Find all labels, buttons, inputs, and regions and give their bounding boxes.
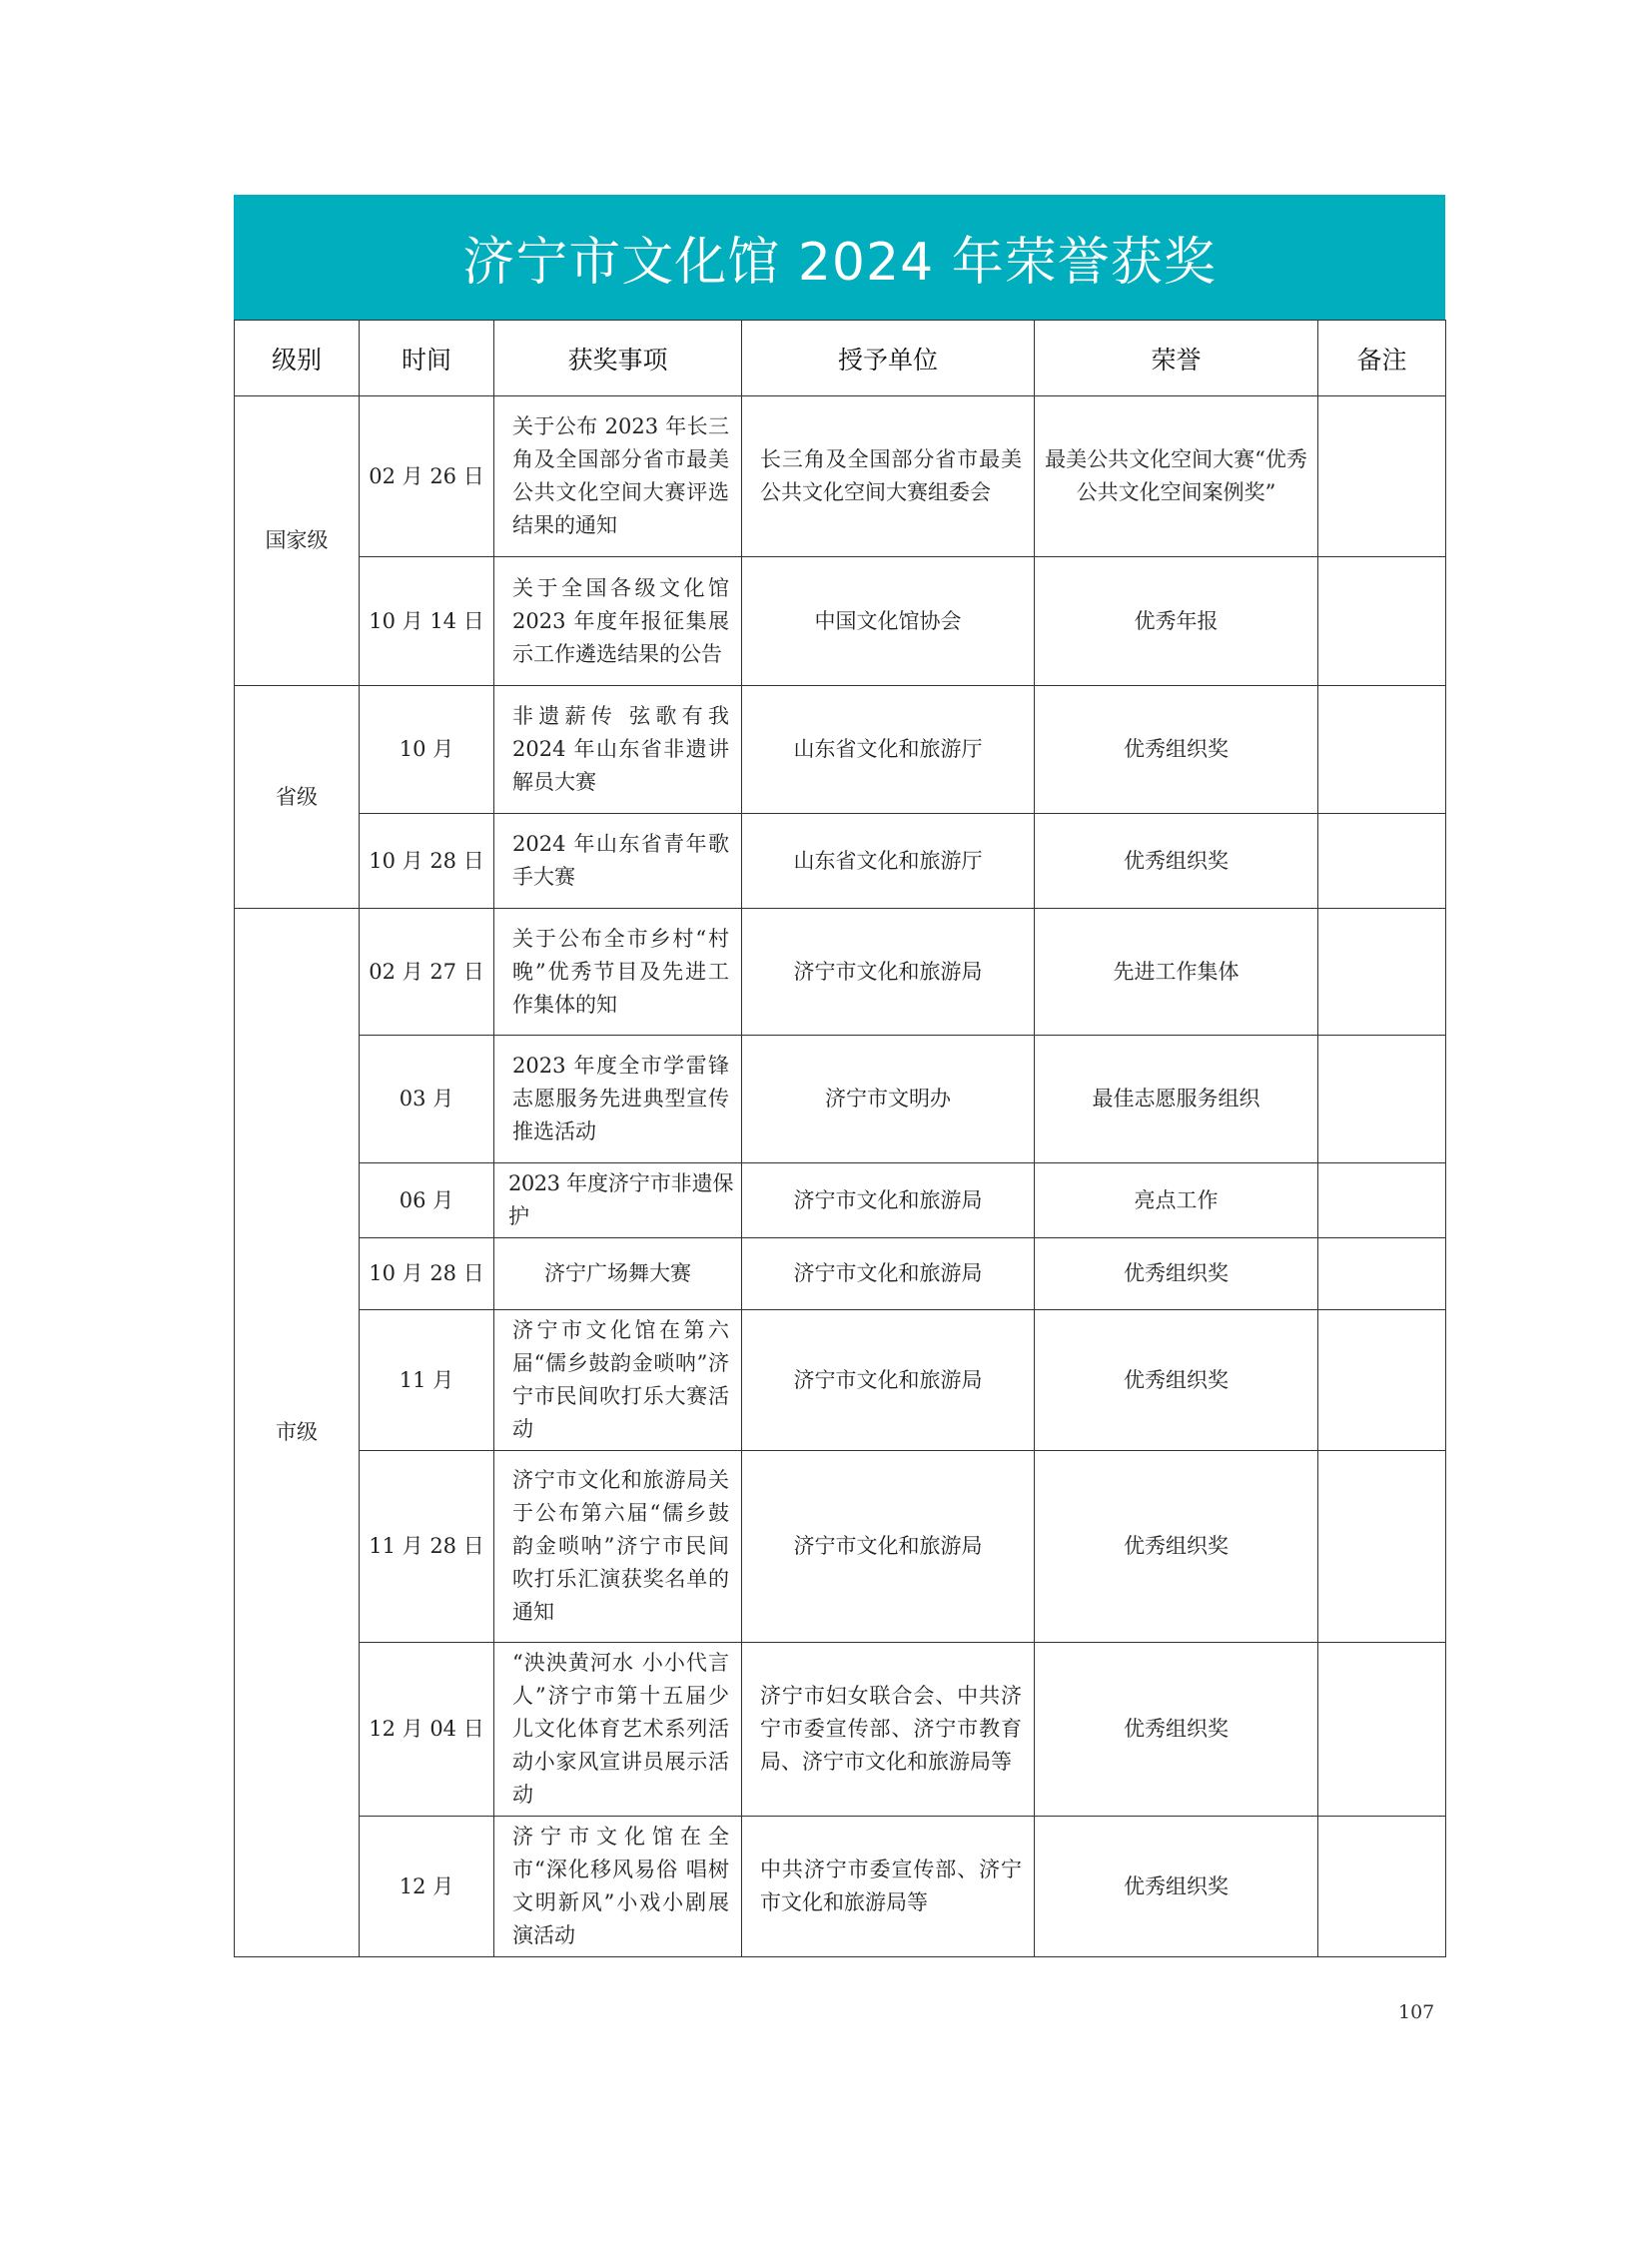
honor-cell: 最美公共文化空间大赛“优秀公共文化空间案例奖” [1035,396,1318,557]
date-cell: 10 月 28 日 [360,1238,494,1310]
note-cell [1318,1238,1446,1310]
date-cell: 10 月 14 日 [360,557,494,686]
item-cell: 济宁市文化和旅游局关于公布第六届“儒乡鼓韵金唢呐”济宁市民间吹打乐汇演获奖名单的通知 [494,1451,742,1643]
table-header-row [235,321,1446,396]
item-cell: 关于全国各级文化馆 2023 年度年报征集展示工作遴选结果的公告 [494,557,742,686]
unit-cell: 济宁市文化和旅游局 [742,1238,1035,1310]
item-cell: 2024 年山东省青年歌手大赛 [494,814,742,909]
table-row [235,1163,1446,1238]
honor-cell: 先进工作集体 [1035,909,1318,1036]
unit-cell: 济宁市文化和旅游局 [742,1451,1035,1643]
note-cell [1318,686,1446,814]
table-row [235,1451,1446,1643]
level-cell-national: 国家级 [235,396,360,686]
note-cell [1318,396,1446,557]
item-cell: 济宁广场舞大赛 [494,1238,742,1310]
item-cell: 关于公布 2023 年长三角及全国部分省市最美公共文化空间大赛评选结果的通知 [494,396,742,557]
unit-cell: 济宁市文化和旅游局 [742,1163,1035,1238]
honor-cell: 优秀组织奖 [1035,814,1318,909]
note-cell [1318,1817,1446,1957]
unit-cell: 山东省文化和旅游厅 [742,814,1035,909]
unit-cell: 中共济宁市委宣传部、济宁市文化和旅游局等 [742,1817,1035,1957]
unit-cell: 济宁市文明办 [742,1036,1035,1163]
header-honor: 荣誉 [1035,321,1318,396]
item-cell: 济宁市文化馆在第六届“儒乡鼓韵金唢呐”济宁市民间吹打乐大赛活动 [494,1310,742,1451]
note-cell [1318,909,1446,1036]
item-cell: 关于公布全市乡村“村晚”优秀节目及先进工作集体的知 [494,909,742,1036]
note-cell [1318,814,1446,909]
note-cell [1318,1643,1446,1817]
table-row [235,1238,1446,1310]
note-cell [1318,557,1446,686]
note-cell [1318,1310,1446,1451]
item-cell: 2023 年度济宁市非遗保护 [494,1163,742,1238]
table-row [235,1036,1446,1163]
note-cell [1318,1036,1446,1163]
unit-cell: 济宁市文化和旅游局 [742,909,1035,1036]
honor-cell: 优秀组织奖 [1035,1817,1318,1957]
table-row [235,909,1446,1036]
date-cell: 10 月 28 日 [360,814,494,909]
unit-cell: 济宁市文化和旅游局 [742,1310,1035,1451]
honor-cell: 优秀年报 [1035,557,1318,686]
honor-cell: 优秀组织奖 [1035,1238,1318,1310]
date-cell: 02 月 26 日 [360,396,494,557]
date-cell: 11 月 [360,1310,494,1451]
unit-cell: 山东省文化和旅游厅 [742,686,1035,814]
honors-document [234,195,1445,1957]
honors-table [234,320,1446,1957]
table-row [235,1310,1446,1451]
item-cell: 济宁市文化馆在全市“深化移风易俗 唱树文明新风”小戏小剧展演活动 [494,1817,742,1957]
table-row [235,1817,1446,1957]
page-number: 107 [1398,2001,1435,2023]
date-cell: 03 月 [360,1036,494,1163]
item-cell: 2023 年度全市学雷锋志愿服务先进典型宣传推选活动 [494,1036,742,1163]
header-item: 获奖事项 [494,321,742,396]
honor-cell: 优秀组织奖 [1035,1451,1318,1643]
date-cell: 11 月 28 日 [360,1451,494,1643]
level-cell-provincial: 省级 [235,686,360,909]
header-unit: 授予单位 [742,321,1035,396]
date-cell: 06 月 [360,1163,494,1238]
date-cell: 12 月 [360,1817,494,1957]
honor-cell: 优秀组织奖 [1035,1643,1318,1817]
page-title: 济宁市文化馆 2024 年荣誉获奖 [234,195,1445,320]
header-date: 时间 [360,321,494,396]
header-note: 备注 [1318,321,1446,396]
table-row [235,814,1446,909]
table-row [235,557,1446,686]
table-row [235,686,1446,814]
date-cell: 10 月 [360,686,494,814]
honor-cell: 最佳志愿服务组织 [1035,1036,1318,1163]
honor-cell: 亮点工作 [1035,1163,1318,1238]
item-cell: “泱泱黄河水 小小代言人”济宁市第十五届少儿文化体育艺术系列活动小家风宣讲员展示活动 [494,1643,742,1817]
table-row [235,396,1446,557]
date-cell: 02 月 27 日 [360,909,494,1036]
note-cell [1318,1451,1446,1643]
date-cell: 12 月 04 日 [360,1643,494,1817]
unit-cell: 中国文化馆协会 [742,557,1035,686]
note-cell [1318,1163,1446,1238]
unit-cell: 长三角及全国部分省市最美公共文化空间大赛组委会 [742,396,1035,557]
honor-cell: 优秀组织奖 [1035,686,1318,814]
table-row [235,1643,1446,1817]
unit-cell: 济宁市妇女联合会、中共济宁市委宣传部、济宁市教育局、济宁市文化和旅游局等 [742,1643,1035,1817]
item-cell: 非遗薪传 弦歌有我 2024 年山东省非遗讲解员大赛 [494,686,742,814]
header-level: 级别 [235,321,360,396]
honor-cell: 优秀组织奖 [1035,1310,1318,1451]
level-cell-municipal: 市级 [235,909,360,1957]
